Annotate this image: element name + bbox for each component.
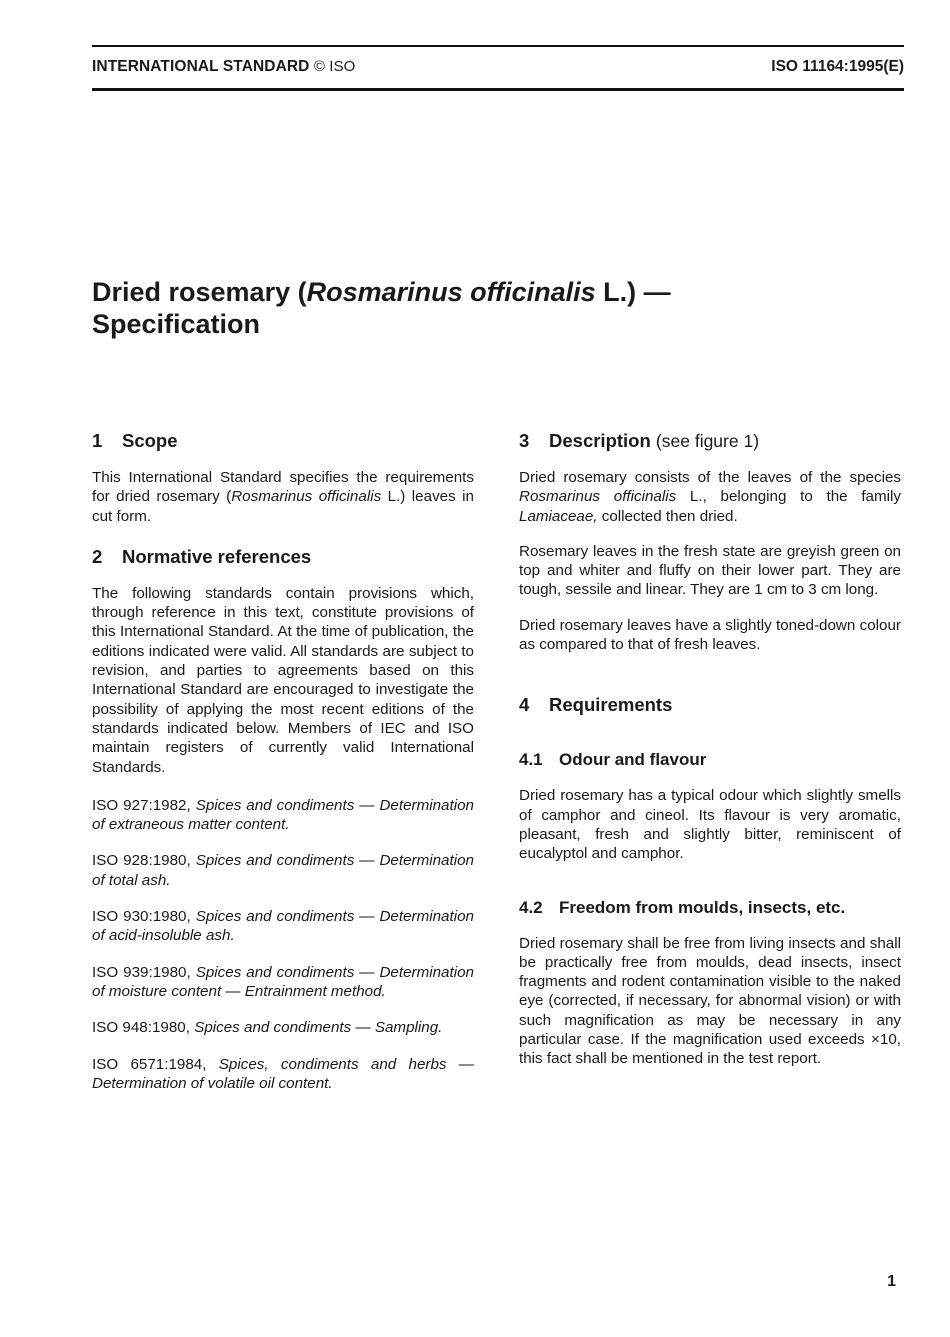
section-description-heading	[519, 428, 901, 454]
section-title: Scope	[122, 430, 178, 451]
description-text-a: Dried rosemary consists of the leaves of the species	[519, 469, 901, 486]
description-paragraph-1	[519, 468, 901, 526]
section-number: 4	[519, 694, 530, 716]
description-italic-family: Lamiaceae,	[519, 507, 598, 525]
reference-item	[92, 963, 474, 1002]
section-title: Description	[549, 430, 651, 451]
subsection-title: Odour and flavour	[559, 750, 707, 770]
subsection-number: 4.1	[519, 750, 543, 770]
title-part1: Dried rosemary (	[92, 277, 307, 307]
reference-title: Spices and condiments — Determination of acid-insoluble ash.	[92, 908, 474, 945]
section-number: 3	[519, 430, 530, 451]
document-type-label	[92, 58, 355, 76]
section-title: Normative references	[122, 545, 312, 567]
page-number: 1	[887, 1273, 896, 1290]
standard-type: INTERNATIONAL STANDARD	[92, 58, 310, 75]
description-paragraph-2: Rosemary leaves in the fresh state are greyish green on top and whiter and fluffy on their lower part. They are tough, sessile and linear. They are 1 cm to 3 cm long.	[519, 542, 901, 599]
reference-item	[92, 796, 474, 835]
standard-number: ISO 11164:1995(E)	[771, 58, 904, 75]
reference-item	[92, 1055, 474, 1094]
header-bottom-rule	[92, 88, 904, 91]
title-part2: L.) —	[595, 277, 671, 307]
reference-title: Spices and condiments — Determination of moisture content — Entrainment method.	[92, 963, 474, 1000]
reference-code: ISO 948:1980,	[92, 1019, 190, 1037]
normative-intro-paragraph: The following standards contain provisions which, through reference in this text, constitute provisions of this International Standard. At the time of publication, the editions indicated were valid. All standards are subject to revision, and parties to agreements based on this International Standard are encouraged to investigate the possibility of applying the most recent editions of the standards indicated below. Members of IEC and ISO maintain registers of currently valid International Standards.	[92, 584, 474, 776]
reference-item	[92, 907, 474, 946]
section-scope-heading	[92, 428, 474, 454]
section-subtitle: (see figure 1)	[655, 431, 760, 451]
left-column	[92, 428, 474, 1093]
description-text-b: L., belonging to the family	[676, 488, 902, 506]
section-title: Requirements	[549, 694, 673, 716]
subsection-number: 4.2	[519, 897, 543, 917]
header-top-rule	[92, 45, 904, 47]
reference-item	[92, 851, 474, 890]
scope-text-a: This International Standard specifies the requirements for dried rosemary (	[92, 469, 474, 506]
title-line2: Specification	[92, 309, 261, 339]
reference-code: ISO 927:1982,	[92, 796, 191, 814]
section-number: 1	[92, 430, 103, 451]
description-italic-species: Rosmarinus officinalis	[519, 488, 677, 506]
title-italic: Rosmarinus officinalis	[306, 277, 596, 307]
reference-code: ISO 928:1980,	[92, 852, 191, 870]
right-column	[519, 428, 901, 1069]
reference-code: ISO 930:1980,	[92, 908, 191, 926]
scope-text-b: L.) leaves in cut form.	[92, 488, 474, 525]
scope-text-italic: Rosmarinus officinalis	[231, 488, 382, 506]
reference-title: Spices and condiments — Determination of extraneous matter content.	[92, 796, 474, 834]
copyright-notice: © ISO	[313, 58, 356, 75]
reference-title: Spices and condiments — Sampling.	[194, 1019, 443, 1037]
reference-code: ISO 6571:1984,	[92, 1055, 207, 1073]
section-requirements-heading	[519, 692, 901, 718]
description-text-c: collected then dried.	[597, 507, 738, 525]
subsection-title: Freedom from moulds, insects, etc.	[559, 897, 846, 917]
odour-paragraph: Dried rosemary has a typical odour which slightly smells of camphor and cineol. Its flavour is very aromatic, pleasant, fresh and slightly bitter, reminiscent of eucalyptol and camphor.	[519, 787, 901, 863]
document-title	[92, 276, 671, 340]
reference-code: ISO 939:1980,	[92, 963, 191, 981]
subsection-freedom-heading	[519, 896, 901, 920]
description-paragraph-3: Dried rosemary leaves have a slightly toned-down colour as compared to that of fresh leaves.	[519, 616, 901, 654]
reference-title: Spices, condiments and herbs — Determination of volatile oil content.	[92, 1055, 474, 1092]
scope-paragraph	[92, 468, 474, 526]
reference-item	[92, 1018, 474, 1037]
subsection-odour-heading	[519, 748, 901, 772]
freedom-paragraph: Dried rosemary shall be free from living insects and shall be practically free from moulds, dead insects, insect fragments and rodent contamination visible to the naked eye (corrected, if necessary, for abnormal vision) or with such magnification as may be necessary in any particular case. If the magnification used exceeds ×10, this fact shall be mentioned in the test report.	[519, 934, 901, 1068]
section-normative-heading	[92, 544, 474, 570]
reference-title: Spices and condiments — Determination of total ash.	[92, 852, 474, 889]
section-number: 2	[92, 545, 103, 567]
